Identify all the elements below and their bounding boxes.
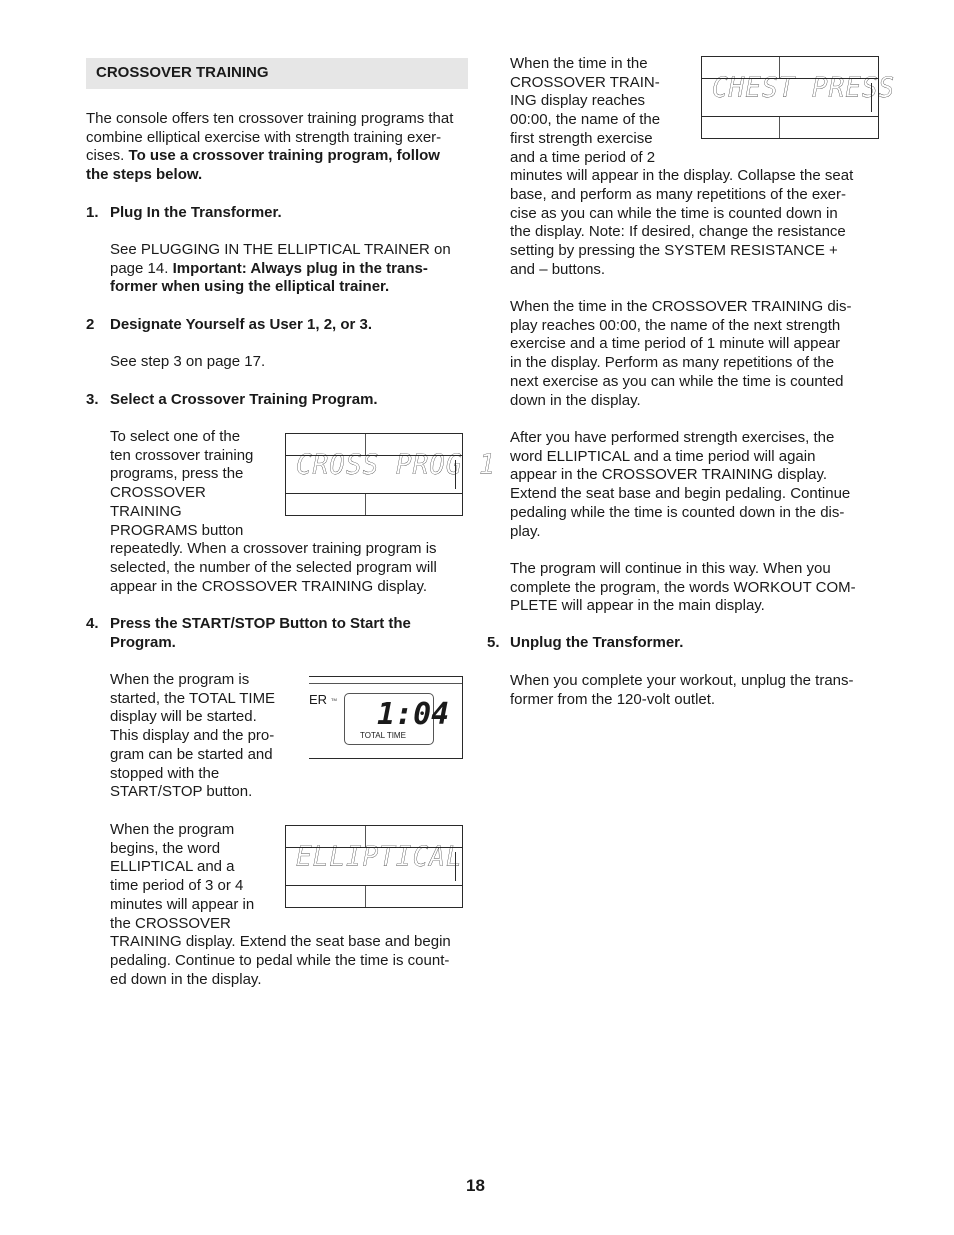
right-para-3: After you have performed strength exercises, the word ELLIPTICAL and a time period will again appear in the CROSSOVER TRAINING display. Extend the seat base and begin pedaling. Continue pedaling while the time is counted down in the dis- play. xyxy=(510,429,851,540)
step-1-number: 1. xyxy=(86,204,99,221)
intro-line: The console offers ten crossover training programs that xyxy=(86,110,454,127)
time-readout: 1:04 xyxy=(377,697,450,732)
step-4-title: Press the START/STOP Button to Start the Program. xyxy=(110,615,411,651)
intro-line: combine elliptical exercise with strength training exer- xyxy=(86,128,442,146)
step-4-para-2: When the program begins, the word ELLIPTICAL and a time period of 3 or 4 minutes will appear in the CROSSOVER TRAINING display. Extend the seat base and begin pedaling. Continue to pedal while the time is count- ed down in the display. xyxy=(110,821,451,988)
step-2-body: See step 3 on page 17. xyxy=(110,353,266,370)
step-5-body: When you complete your workout, unplug the trans- former from the 120-volt outlet. xyxy=(510,672,854,708)
step-2-title: Designate Yourself as User 1, 2, or 3. xyxy=(110,316,373,333)
step-5-title: Unplug the Transformer. xyxy=(510,634,684,651)
display-text-chest-press: CHEST PRESS xyxy=(712,72,896,104)
intro-paragraph xyxy=(86,110,476,185)
step-3-body: To select one of the ten crossover training programs, press the CROSSOVER TRAINING PROGRAMS button repeatedly. When a crossover training program is selected, the number of the selected program will appear in the CROSSOVER TRAINING display. xyxy=(110,428,437,595)
total-time-label: TOTAL TIME xyxy=(360,731,406,740)
time-readout-frame xyxy=(344,693,450,745)
step-2-number: 2 xyxy=(86,316,95,333)
step-1-body: See PLUGGING IN THE ELLIPTICAL TRAINER on page 14. Important: Always plug in the trans- former when using the elliptical trainer. xyxy=(110,241,451,296)
intro-line: cises. To use a crossover training program, follow xyxy=(86,147,440,165)
right-para-1: When the time in the CROSSOVER TRAIN- ING display reaches 00:00, the name of the first strength exercise and a time period of 2 minutes will appear in the display. Collapse the seat base, and perform as many repetitions of the exer- cise as you can while the time is counted down in the display. Note: If desired, change the resistance setting by pressing the SYSTEM RESISTANCE + and – buttons. xyxy=(510,55,854,278)
right-para-4: The program will continue in this way. When you complete the program, the words WORKOUT COM- PLETE will appear in the main display. xyxy=(510,560,856,615)
display-text-cross-prog: CROSS PROG 1 xyxy=(296,449,496,481)
right-para-2: When the time in the CROSSOVER TRAINING dis- play reaches 00:00, the name of the next strength exercise and a time period of 1 minute will appear in the display. Perform as many repetitions of the next exercise as you can while the time is counted down in the display. xyxy=(510,298,852,409)
step-4-number: 4. xyxy=(86,615,99,632)
step-5-number: 5. xyxy=(487,634,500,651)
display-text-elliptical: ELLIPTICAL xyxy=(296,841,463,873)
step-4-para-1: When the program is started, the TOTAL TIME display will be started. This display and the pro- gram can be started and stopped with the START/STOP button. xyxy=(110,671,276,801)
step-3-number: 3. xyxy=(86,391,99,408)
chest-press-display xyxy=(701,56,896,139)
page-number: 18 xyxy=(466,1176,485,1195)
elliptical-display xyxy=(285,825,463,908)
trademark-mark: TM xyxy=(331,697,337,702)
section-title: CROSSOVER TRAINING xyxy=(96,64,269,81)
intro-line: the steps below. xyxy=(86,166,203,184)
crossover-training-display xyxy=(285,433,496,516)
display-partial-label: ER xyxy=(309,692,328,707)
total-time-display xyxy=(309,676,463,759)
section-header xyxy=(86,58,468,89)
step-1-title: Plug In the Transformer. xyxy=(110,204,282,221)
step-3-title: Select a Crossover Training Program. xyxy=(110,391,378,408)
